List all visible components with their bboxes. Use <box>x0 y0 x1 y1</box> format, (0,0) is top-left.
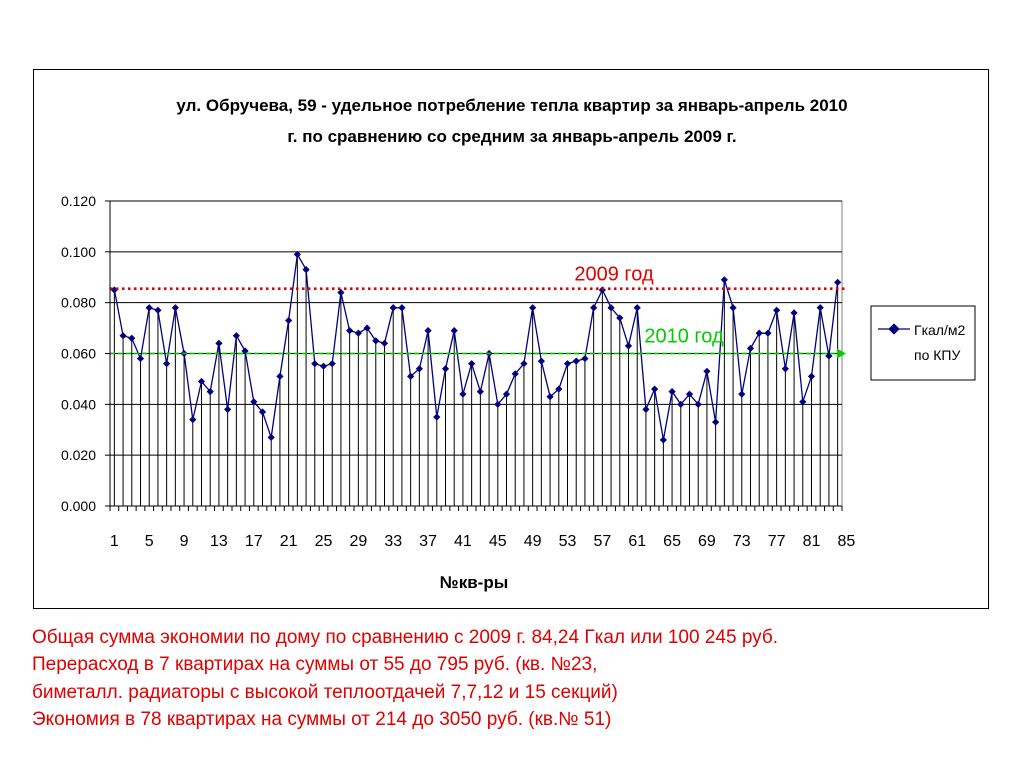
legend-series-label-line1: Гкал/м2 <box>914 322 966 338</box>
x-tick-label: 37 <box>419 533 437 550</box>
legend-series-label-line2: по КПУ <box>914 347 961 363</box>
x-tick-label: 61 <box>628 533 647 550</box>
x-tick-label: 29 <box>349 533 368 550</box>
summary-note-line2: Перерасход в 7 квартирах на суммы от 55 до 795 руб. (кв. №23, <box>32 654 598 675</box>
y-tick-label: 0.020 <box>60 447 96 464</box>
x-tick-label: 13 <box>210 533 228 550</box>
x-axis-title: №кв-ры <box>439 573 509 592</box>
x-tick-label: 85 <box>837 533 856 550</box>
x-tick-label: 73 <box>732 533 751 550</box>
chart-svg <box>34 70 988 608</box>
x-tick-label: 69 <box>698 533 716 550</box>
summary-note-line1: Общая сумма экономии по дому по сравнению с 2009 г. 84,24 Гкал или 100 245 руб. <box>32 627 779 648</box>
x-tick-label: 49 <box>523 533 542 550</box>
summary-note-line3: биметалл. радиаторы с высокой теплоотдачей 7,7,12 и 15 секций) <box>32 682 618 703</box>
x-tick-label: 1 <box>109 533 119 550</box>
x-tick-label: 81 <box>802 533 821 550</box>
x-tick-label: 9 <box>179 533 189 550</box>
legend-box <box>871 306 975 380</box>
x-tick-label: 65 <box>663 533 681 550</box>
reference-label-2009: 2009 год <box>574 263 654 286</box>
reference-label-2010: 2010 год <box>644 325 724 348</box>
y-tick-label: 0.040 <box>60 396 96 413</box>
y-tick-label: 0.060 <box>60 345 96 362</box>
y-tick-label: 0.120 <box>60 193 96 209</box>
x-tick-label: 25 <box>314 533 333 550</box>
x-tick-label: 53 <box>558 533 577 550</box>
chart-title-line2: г. по сравнению со средним за январь-апрель 2009 г. <box>287 127 737 146</box>
x-tick-label: 21 <box>279 533 298 550</box>
y-tick-label: 0.000 <box>60 498 96 514</box>
chart-title-line1: ул. Обручева, 59 - удельное потребление тепла квартир за январь-апрель 2010 <box>176 96 848 115</box>
x-tick-label: 45 <box>488 533 507 550</box>
x-tick-label: 41 <box>454 533 472 550</box>
x-tick-label: 57 <box>593 533 612 550</box>
x-tick-label: 5 <box>144 533 154 550</box>
chart-frame <box>33 69 989 609</box>
x-tick-label: 17 <box>244 533 263 550</box>
x-tick-label: 33 <box>384 533 403 550</box>
summary-note-line4: Экономия в 78 квартирах на суммы от 214 до 3050 руб. (кв.№ 51) <box>32 709 612 730</box>
y-tick-label: 0.100 <box>60 243 96 260</box>
y-tick-label: 0.080 <box>60 294 96 311</box>
x-tick-label: 77 <box>767 533 786 550</box>
